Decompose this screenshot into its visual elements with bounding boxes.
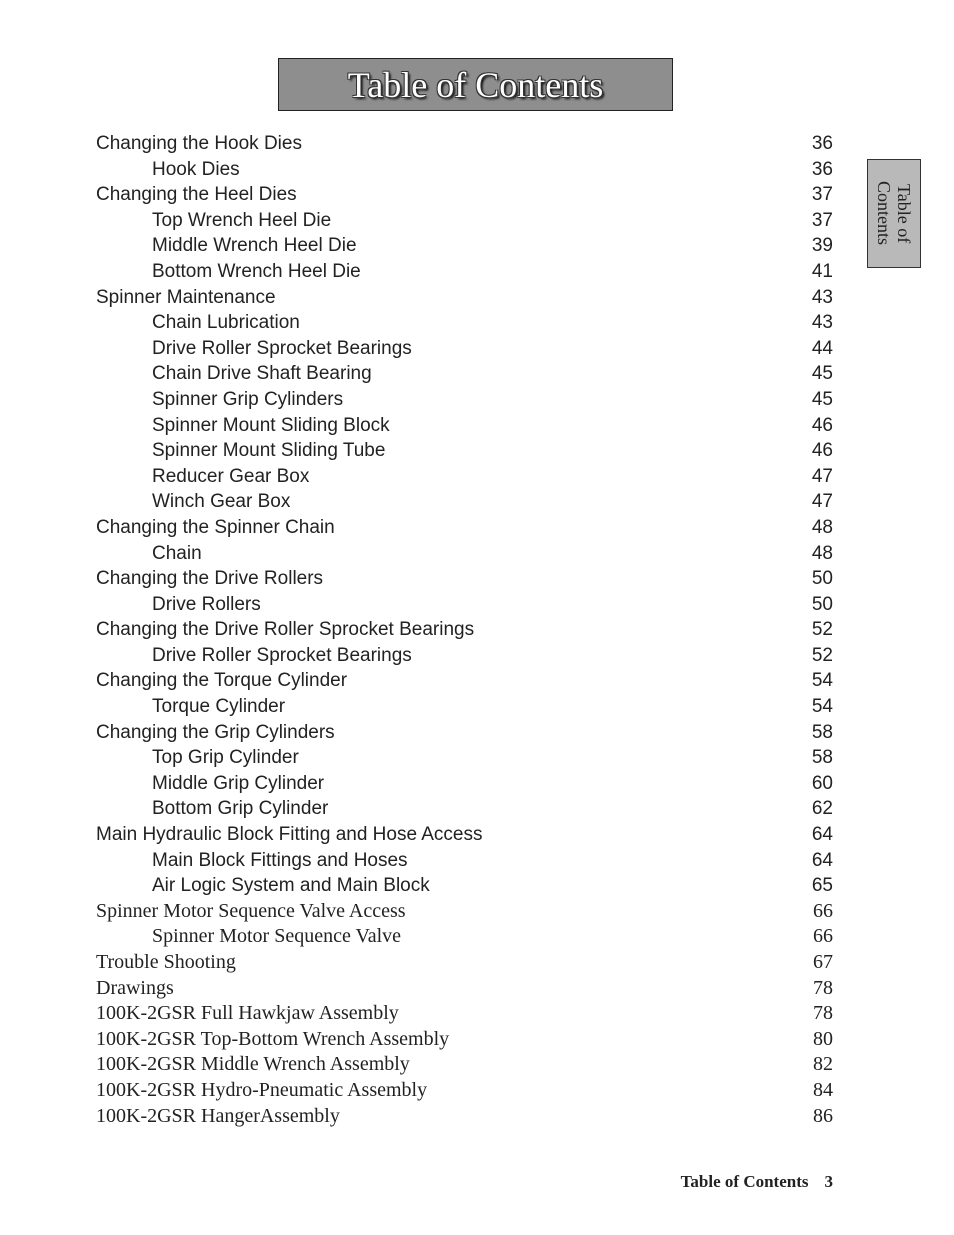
toc-entry[interactable] <box>96 848 833 874</box>
toc-entry[interactable] <box>96 182 833 208</box>
toc-entry-page: 36 <box>811 158 833 180</box>
footer-section: Table of Contents <box>680 1172 809 1191</box>
toc-entry-page: 67 <box>813 951 833 973</box>
toc-entry[interactable] <box>96 796 833 822</box>
side-tab-label: Table of Contents <box>874 181 914 246</box>
toc-entry-label: Reducer Gear Box <box>152 465 310 487</box>
toc-entry-page: 36 <box>811 133 833 154</box>
toc-entry-page: 86 <box>813 1104 833 1127</box>
toc-entry-label: Drive Roller Sprocket Bearings <box>152 644 412 666</box>
toc-entry[interactable] <box>96 233 833 259</box>
toc-entry-page: 47 <box>811 465 833 487</box>
toc-entry[interactable] <box>96 694 833 720</box>
toc-entry-page: 41 <box>811 260 833 282</box>
toc-entry-label: Main Block Fittings and Hoses <box>152 849 408 871</box>
toc-entry-page: 52 <box>811 644 833 666</box>
toc-entry-label: Spinner Grip Cylinders <box>152 388 344 410</box>
toc-entry-label: Main Hydraulic Block Fitting and Hose Access <box>96 824 483 846</box>
toc-entry-label: Changing the Drive Roller Sprocket Bearings <box>96 619 475 641</box>
toc-entry-label: Torque Cylinder <box>152 696 286 718</box>
toc-entry-page: 80 <box>813 1027 833 1050</box>
toc-entry[interactable] <box>96 924 833 950</box>
toc-entry-label: Air Logic System and Main Block <box>152 875 430 897</box>
toc-entry[interactable] <box>96 976 833 1002</box>
page-title: Table of Contents <box>347 64 604 105</box>
toc-entry[interactable] <box>96 285 833 311</box>
toc-entry[interactable] <box>96 899 833 925</box>
toc-entry[interactable] <box>96 387 833 413</box>
toc-entry-label: 100K-2GSR Top-Bottom Wrench Assembly <box>96 1027 450 1050</box>
toc-entry-page: 37 <box>811 209 833 231</box>
toc-entry[interactable] <box>96 413 833 439</box>
toc-entry[interactable] <box>96 950 833 976</box>
toc-entry-page: 46 <box>811 440 833 462</box>
toc-entry-label: Spinner Mount Sliding Tube <box>152 440 386 462</box>
toc-entry-page: 82 <box>813 1053 833 1076</box>
toc-entry[interactable] <box>96 643 833 669</box>
toc-entry[interactable] <box>96 1104 833 1130</box>
toc-entry-page: 48 <box>811 516 833 538</box>
toc-entry[interactable] <box>96 668 833 694</box>
toc-entry-label: Chain <box>152 542 202 564</box>
toc-entry[interactable] <box>96 822 833 848</box>
toc-entry[interactable] <box>96 592 833 618</box>
toc-entry[interactable] <box>96 541 833 567</box>
toc-entry[interactable] <box>96 1078 833 1104</box>
toc-entry-page: 45 <box>811 363 833 385</box>
toc-entry-page: 47 <box>811 491 833 513</box>
toc-entry-page: 65 <box>811 875 833 897</box>
toc-entry-label: Changing the Torque Cylinder <box>96 670 348 692</box>
toc-entry-label: Top Grip Cylinder <box>152 747 299 769</box>
toc-entry-label: Changing the Hook Dies <box>96 133 302 154</box>
toc-entry[interactable] <box>96 208 833 234</box>
toc-entry-label: Changing the Drive Rollers <box>96 568 324 590</box>
toc-entry[interactable] <box>96 771 833 797</box>
toc-entry[interactable] <box>96 745 833 771</box>
toc-entry-label: Spinner Mount Sliding Block <box>152 414 390 436</box>
toc-entry[interactable] <box>96 566 833 592</box>
toc-entry-page: 58 <box>811 747 833 769</box>
toc-entry-label: 100K-2GSR Full Hawkjaw Assembly <box>96 1002 399 1025</box>
toc-entry-page: 54 <box>811 670 833 692</box>
page-title-box <box>278 58 673 111</box>
page-footer <box>681 1172 833 1192</box>
toc-entry[interactable] <box>96 157 833 183</box>
toc-entry-label: Chain Lubrication <box>152 312 300 334</box>
toc-entry-label: 100K-2GSR HangerAssembly <box>96 1104 340 1127</box>
toc-entry-label: 100K-2GSR Middle Wrench Assembly <box>96 1053 410 1076</box>
toc-entry-label: 100K-2GSR Hydro-Pneumatic Assembly <box>96 1078 428 1101</box>
toc-entry[interactable] <box>96 873 833 899</box>
toc-entry-page: 60 <box>811 772 833 794</box>
toc-entry-label: Middle Grip Cylinder <box>152 772 325 794</box>
toc-entry-label: Bottom Grip Cylinder <box>152 798 329 820</box>
toc-entry[interactable] <box>96 310 833 336</box>
toc-entry-label: Hook Dies <box>152 158 240 180</box>
toc-entry-page: 52 <box>811 619 833 641</box>
toc-entry-page: 44 <box>811 337 833 359</box>
toc-entry-page: 64 <box>811 849 833 871</box>
toc-entry-page: 43 <box>811 286 833 308</box>
toc-entry-page: 50 <box>811 593 833 615</box>
side-tab <box>867 159 921 268</box>
toc-entry-page: 54 <box>811 696 833 718</box>
toc-entry-label: Drawings <box>96 976 174 999</box>
toc-entry-page: 48 <box>811 542 833 564</box>
footer-page-number: 3 <box>824 1172 833 1191</box>
toc-entry[interactable] <box>96 617 833 643</box>
toc-entry-label: Changing the Grip Cylinders <box>96 721 335 743</box>
toc-entry-page: 66 <box>813 899 833 922</box>
toc-entry[interactable] <box>96 720 833 746</box>
toc-entry-label: Spinner Maintenance <box>96 286 276 308</box>
toc-entry[interactable] <box>96 131 833 157</box>
toc-entry-label: Middle Wrench Heel Die <box>152 235 357 257</box>
toc-entry[interactable] <box>96 489 833 515</box>
toc-entry-page: 66 <box>813 925 833 948</box>
toc-entry[interactable] <box>96 1001 833 1027</box>
toc-entry-label: Changing the Heel Dies <box>96 184 297 206</box>
toc-entry-label: Spinner Motor Sequence Valve Access <box>96 899 406 922</box>
toc-entry-label: Trouble Shooting <box>96 951 236 973</box>
toc-entry-page: 58 <box>811 721 833 743</box>
toc-entry[interactable] <box>96 361 833 387</box>
toc-entry-page: 64 <box>811 824 833 846</box>
toc-entry-label: Winch Gear Box <box>152 491 291 513</box>
toc-entry-label: Bottom Wrench Heel Die <box>152 260 361 282</box>
toc-entry-label: Chain Drive Shaft Bearing <box>152 363 372 385</box>
toc-entry-label: Drive Rollers <box>152 593 261 615</box>
toc-entry[interactable] <box>96 259 833 285</box>
toc-entry-page: 37 <box>811 184 833 206</box>
toc-entry-page: 45 <box>811 388 833 410</box>
toc-entry[interactable] <box>96 438 833 464</box>
toc-entry-page: 50 <box>811 568 833 590</box>
toc-entry[interactable] <box>96 464 833 490</box>
toc-entry[interactable] <box>96 1052 833 1078</box>
toc-entry-page: 84 <box>813 1078 833 1101</box>
toc-entry-label: Spinner Motor Sequence Valve <box>152 925 402 948</box>
toc-entry[interactable] <box>96 515 833 541</box>
toc-entry-page: 78 <box>813 976 833 999</box>
toc-entry[interactable] <box>96 1027 833 1053</box>
toc-list <box>96 131 833 1129</box>
toc-entry-label: Drive Roller Sprocket Bearings <box>152 337 412 359</box>
toc-entry[interactable] <box>96 336 833 362</box>
toc-entry-page: 46 <box>811 414 833 436</box>
toc-entry-page: 78 <box>813 1002 833 1025</box>
toc-entry-label: Changing the Spinner Chain <box>96 516 335 538</box>
toc-entry-page: 62 <box>811 798 833 820</box>
toc-entry-page: 39 <box>811 235 833 257</box>
toc-entry-page: 43 <box>811 312 833 334</box>
toc-entry-label: Top Wrench Heel Die <box>152 209 332 231</box>
